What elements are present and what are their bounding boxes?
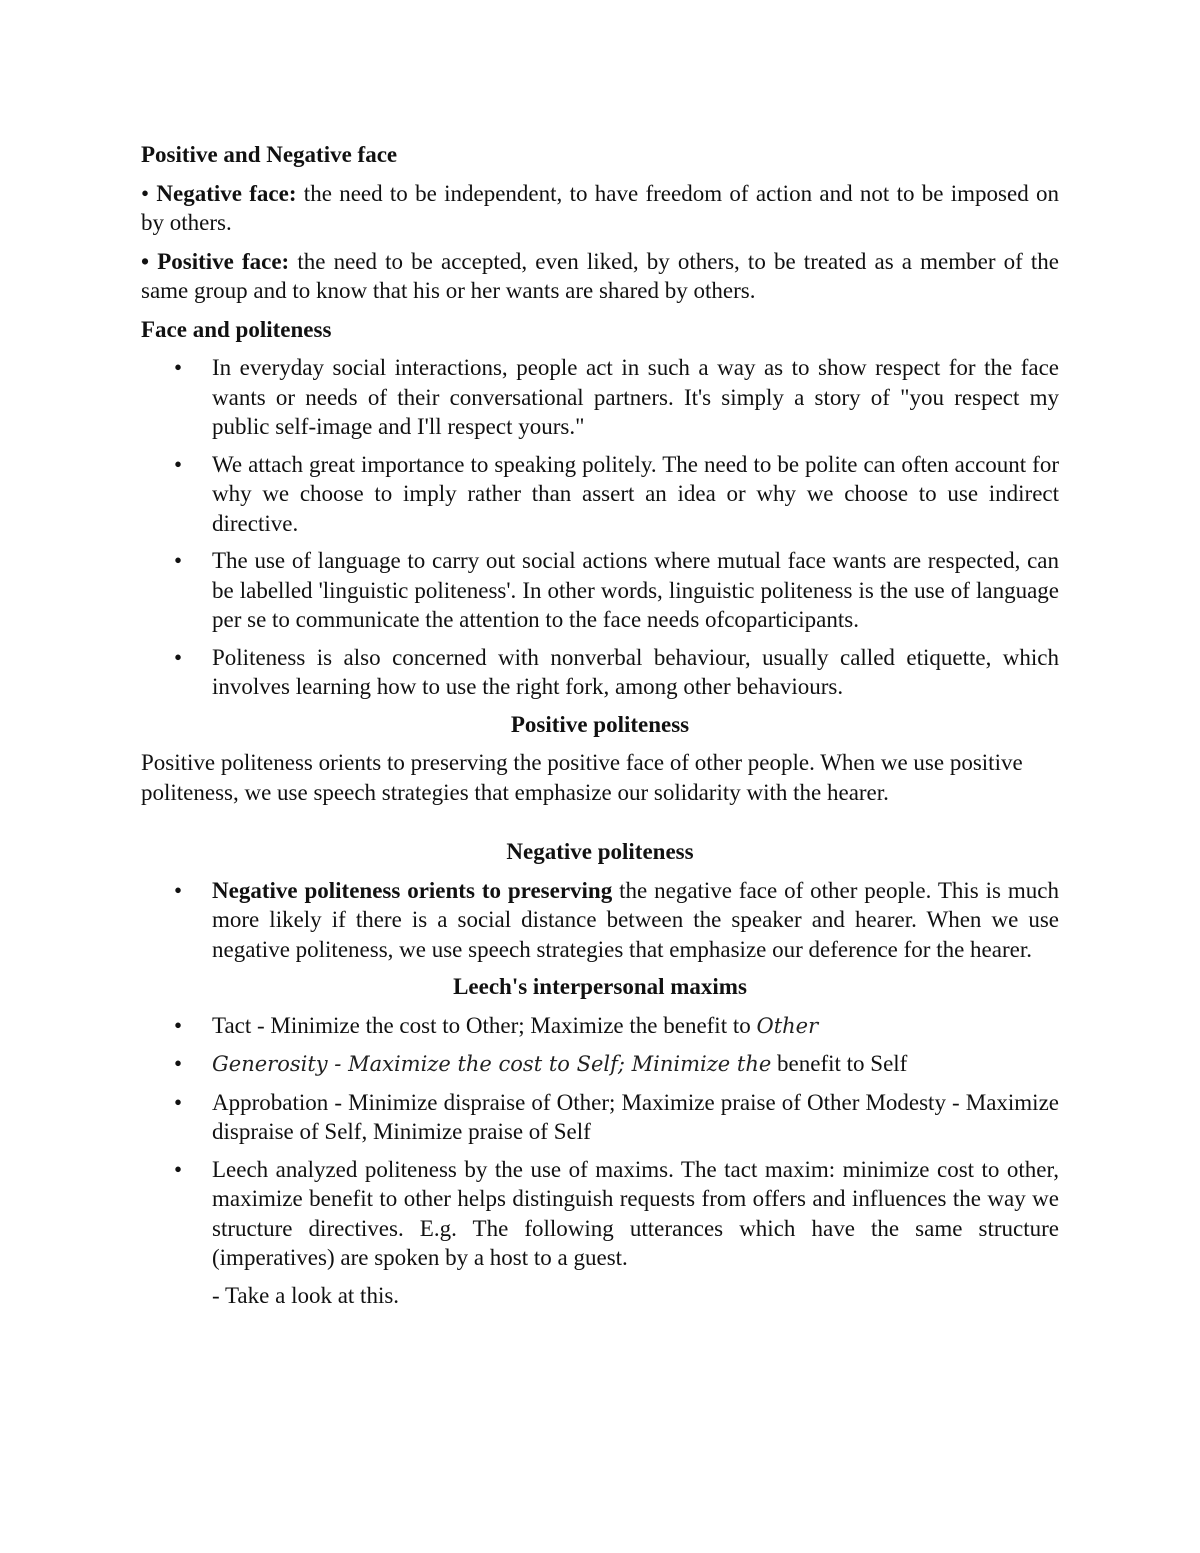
face-politeness-list (141, 353, 1059, 702)
list-item: • Leech analyzed politeness by the use of maxims. The tact maxim: minimize cost to other, maximize benefit to other helps distinguish requests from offers and influences the way we structure directives. E.g. The following utterances which have the same structure (imperatives) are spoken by a host to a guest. (174, 1156, 1059, 1270)
heading-face-and-politeness: Face and politeness (141, 316, 332, 342)
heading-positive-negative-face: Positive and Negative face (141, 142, 398, 167)
negative-politeness-list (141, 876, 1059, 965)
bullet-icon: • (174, 1156, 183, 1182)
term-negative-face: Negative face: (156, 180, 297, 206)
leech-maxims-list (141, 1011, 1059, 1273)
bullet-icon: • (174, 355, 183, 380)
list-item: • Negative politeness orients to preserving the negative face of other people. This is much more likely if there is a social distance between the speaker and hearer. When we use negative politeness, we use speech strategies that emphasize our deference for the hearer. (174, 877, 1059, 962)
example-utterance: - Take a look at this. (212, 1282, 400, 1308)
document-page (141, 140, 1059, 1310)
heading-negative-politeness: Negative politeness (506, 839, 694, 864)
paragraph-positive-face (141, 247, 1059, 306)
bullet-icon: • (174, 548, 183, 573)
bullet-icon: • (174, 1089, 183, 1115)
list-item: • Tact - Minimize the cost to Other; Maximize the benefit to Other (141, 1011, 1059, 1042)
paragraph-negative-face (141, 179, 1059, 238)
list-item: • The use of language to carry out social actions where mutual face wants are respected, can be labelled 'linguistic politeness'. In other words, linguistic politeness is the use of language per se to communicate the attention to the face needs ofcoparticipants. (174, 548, 1059, 632)
negative-politeness-lead: Negative politeness orients to preserving (212, 877, 613, 903)
bullet-icon: • (174, 451, 183, 477)
list-item: • We attach great importance to speaking politely. The need to be polite can often account for why we choose to imply rather than assert an idea or why we choose to use indirect directive. (174, 451, 1059, 536)
list-item: • Generosity - Maximize the cost to Self; Minimize the benefit to Self (141, 1049, 1059, 1080)
heading-leech-maxims: Leech's interpersonal maxims (453, 974, 747, 999)
bullet: • (141, 180, 150, 206)
bullet-icon: • (174, 1012, 183, 1038)
bullet: • (141, 248, 150, 274)
bullet-icon: • (174, 644, 183, 670)
bullet-icon: • (174, 1051, 183, 1076)
term-positive-face: Positive face: (157, 248, 290, 274)
definition-negative-face: the need to be independent, to have freedom of action and not to be imposed on by others. (141, 180, 1060, 235)
paragraph-positive-politeness: Positive politeness orients to preserving the positive face of other people. When we use positive politeness, we use speech strategies that emphasize our solidarity with the hearer. (141, 750, 1023, 805)
list-item: • In everyday social interactions, people act in such a way as to show respect for the face wants or needs of their conversational partners. It's simply a story of "you respect my public self-image and I'll respect yours." (174, 355, 1059, 439)
bullet-icon: • (174, 877, 183, 903)
definition-positive-face: the need to be accepted, even liked, by others, to be treated as a member of the same group and to know that his or her wants are shared by others. (141, 248, 1059, 303)
heading-positive-politeness: Positive politeness (510, 711, 690, 737)
list-item: • Approbation - Minimize dispraise of Other; Maximize praise of Other Modesty - Maximize dispraise of Self, Minimize praise of Self (174, 1089, 1059, 1144)
spacer (141, 807, 1059, 837)
list-item: • Politeness is also concerned with nonverbal behaviour, usually called etiquette, which involves learning how to use the right fork, among other behaviours. (174, 644, 1059, 699)
